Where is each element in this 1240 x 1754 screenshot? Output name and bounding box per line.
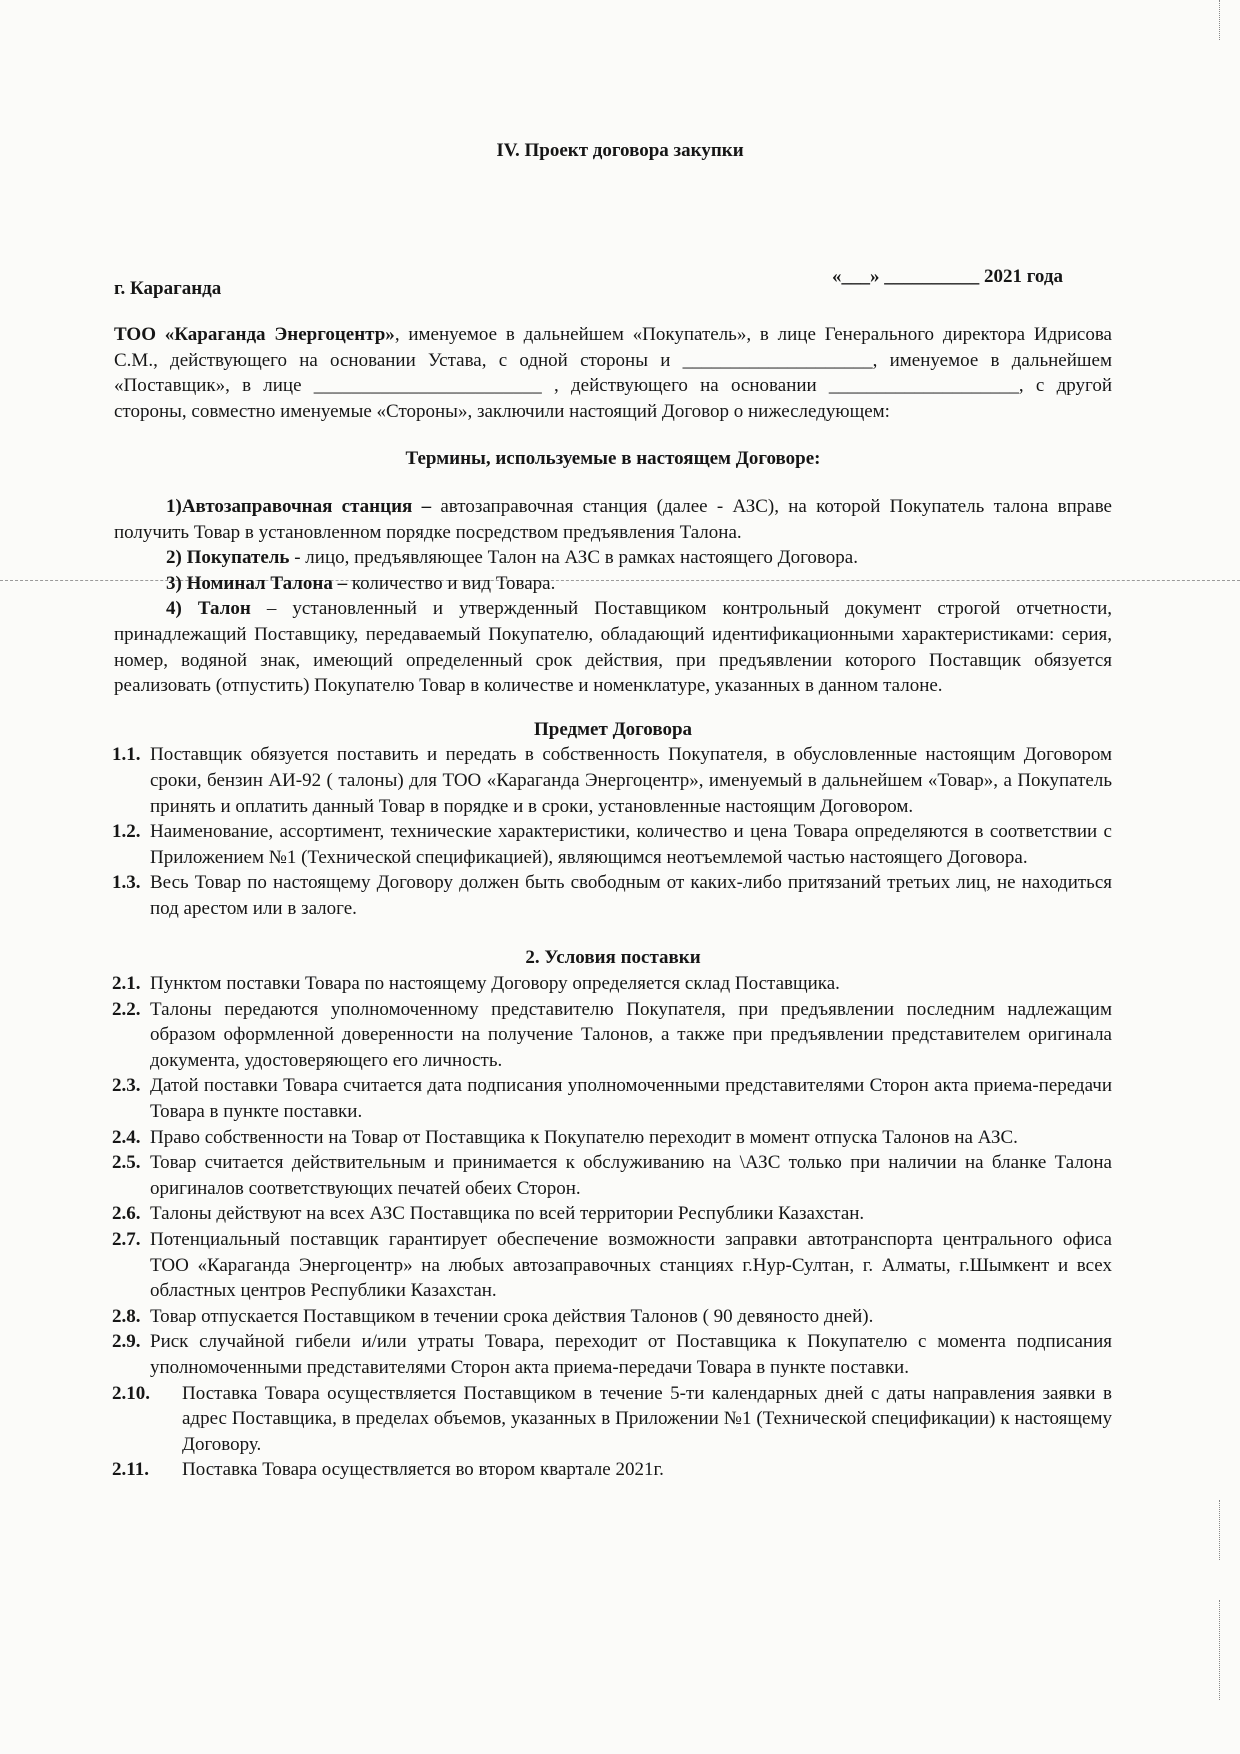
clause-text: Риск случайной гибели и/или утраты Товара, переходит от Поставщика к Покупателю с момента подписания уполномоченными представителями Сторон акта приема-передачи Товара в пункте поставки. (150, 1331, 1112, 1378)
term-item (114, 494, 1112, 545)
clause-number: 2.1. (112, 973, 141, 995)
document-title: IV. Проект договора закупки (496, 140, 744, 161)
clause-item (114, 971, 1112, 997)
clause-text: Поставка Товара осуществляется Поставщиком в течение 5-ти календарных дней с даты направления заявки в адрес Поставщика, в пределах объемов, указанных в Приложении №1 (Технической спецификации) к настоящему Договору. (182, 1382, 1112, 1455)
term-item (114, 596, 1112, 698)
term-item (114, 571, 1112, 597)
term-name: 4) Талон (166, 598, 251, 620)
clause-text: Талоны передаются уполномоченному представителю Покупателя, при предъявлении последним надлежащим образом оформленной доверенности на получение Талонов, а также при предъявлении представителем оригинала документа, удостоверяющего его личность. (150, 998, 1112, 1071)
clause-text: Право собственности на Товар от Поставщика к Покупателю переходит в момент отпуска Талонов на АЗС. (150, 1126, 1018, 1148)
clause-text: Поставщик обязуется поставить и передать в собственность Покупателя, в обусловленные настоящим Договором сроки, бензин АИ-92 ( талоны) для ТОО «Караганда Энергоцентр», именуемый в дальнейшем «Товар», а Покупатель принять и оплатить данный Товар в порядке и в сроки, установленные настоящим Договором. (150, 744, 1112, 817)
clause-text: Наименование, ассортимент, технические характеристики, количество и цена Товара определяются в соответствии с Приложением №1 (Технической спецификацией), являющимся неотъемлемой частью настоящего Договора. (150, 821, 1112, 868)
clause-text: Пунктом поставки Товара по настоящему Договору определяется склад Поставщика. (150, 973, 840, 995)
clause-number: 2.10. (112, 1382, 150, 1404)
clause-item (114, 997, 1112, 1074)
clause-number: 2.5. (112, 1152, 141, 1174)
scan-edge-mark (1219, 0, 1234, 40)
clause-item (114, 1381, 1112, 1458)
subject-heading: Предмет Договора (533, 718, 693, 740)
clause-number: 1.1. (112, 744, 141, 766)
clause-number: 2.3. (112, 1075, 141, 1097)
clause-number: 2.2. (112, 998, 141, 1020)
contract-date: «___» __________ 2021 года (832, 266, 1063, 287)
clause-number: 2.8. (112, 1305, 141, 1327)
scan-edge-mark (1219, 1600, 1234, 1700)
term-name: 1)Автозаправочная станция – (166, 495, 432, 517)
clause-item (114, 1329, 1112, 1380)
clause-item (114, 1073, 1112, 1124)
clause-text: Датой поставки Товара считается дата подписания уполномоченными представителями Сторон акта приема-передачи Товара в пункте поставки. (150, 1075, 1112, 1123)
clause-text: Талоны действуют на всех АЗС Поставщика по всей территории Республики Казахстан. (150, 1203, 865, 1225)
term-item (114, 545, 1112, 571)
clause-item (114, 1125, 1112, 1151)
clause-number: 1.3. (112, 872, 141, 894)
clause-item (114, 870, 1112, 921)
scan-edge-mark (1219, 1500, 1234, 1560)
clause-text: Товар считается действительным и принимается к обслуживанию на \АЗС только при наличии на бланке Талона оригиналов соответствующих печатей обеих Сторон. (150, 1152, 1112, 1199)
clause-number: 2.6. (112, 1203, 141, 1225)
term-name: 3) Номинал Талона – (166, 572, 348, 594)
preamble-text: , именуемое в дальнейшем «Покупатель», в лице Генерального директора Идрисова С.М., действующего на основании Устава, с одной стороны и ____________________, именуемое в дальнейшем «Поставщик», в лице ________________________ , действующего на основании ____________________, с другой стороны, совместно именуемые «Стороны», заключили настоящий Договор о нижеследующем: (114, 324, 1112, 422)
term-definition: – установленный и утвержденный Поставщиком контрольный документ строгой отчетности, принадлежащий Поставщику, передаваемый Покупателю, обладающий идентификационными характеристиками: серия, номер, водяной знак, имеющий определенный срок действия, при предъявлении которого Поставщик обязуется реализовать (отпустить) Покупателю Товар в количестве и номенклатуре, указанных в данном талоне. (114, 598, 1112, 697)
clause-number: 2.11. (112, 1459, 149, 1481)
document-body (114, 322, 1112, 1483)
clause-item (114, 819, 1112, 870)
term-name: 2) Покупатель (166, 547, 290, 569)
clause-item (114, 1304, 1112, 1330)
clause-text: Потенциальный поставщик гарантирует обеспечение возможности заправки автотранспорта центрального офиса ТОО «Караганда Энергоцентр» на любых автозаправочных станциях г.Нур-Султан, г. Алматы, г.Шымкент и всех областных центров Республики Казахстан. (150, 1229, 1112, 1302)
clause-text: Весь Товар по настоящему Договору должен быть свободным от каких-либо притязаний третьих лиц, не находиться под арестом или в залоге. (150, 872, 1112, 919)
term-definition: - лицо, предъявляющее Талон на АЗС в рамках настоящего Договора. (289, 547, 858, 569)
delivery-heading: 2. Условия поставки (525, 947, 701, 969)
term-definition: количество и вид Товара. (347, 572, 556, 594)
clause-item (114, 1150, 1112, 1201)
buyer-name: ТОО «Караганда Энергоцентр» (114, 324, 395, 345)
term-definition: автозаправочная станция (далее - АЗС), на которой Покупатель талона вправе получить Товар в установленном порядке посредством предъявления Талона. (114, 495, 1112, 543)
clause-number: 2.7. (112, 1229, 141, 1250)
clause-text: Поставка Товара осуществляется во втором квартале 2021г. (182, 1459, 664, 1481)
clause-item (114, 742, 1112, 819)
terms-heading: Термины, используемые в настоящем Договоре: (405, 448, 821, 470)
clause-text: Товар отпускается Поставщиком в течении срока действия Талонов ( 90 девяносто дней). (150, 1305, 874, 1327)
clause-number: 2.4. (112, 1126, 141, 1148)
clause-item (114, 1201, 1112, 1227)
contract-city: г. Караганда (114, 278, 222, 299)
clause-number: 2.9. (112, 1331, 141, 1353)
preamble-paragraph (114, 322, 1112, 424)
clause-number: 1.2. (112, 821, 141, 843)
clause-item (114, 1457, 1112, 1483)
clause-item (114, 1227, 1112, 1304)
